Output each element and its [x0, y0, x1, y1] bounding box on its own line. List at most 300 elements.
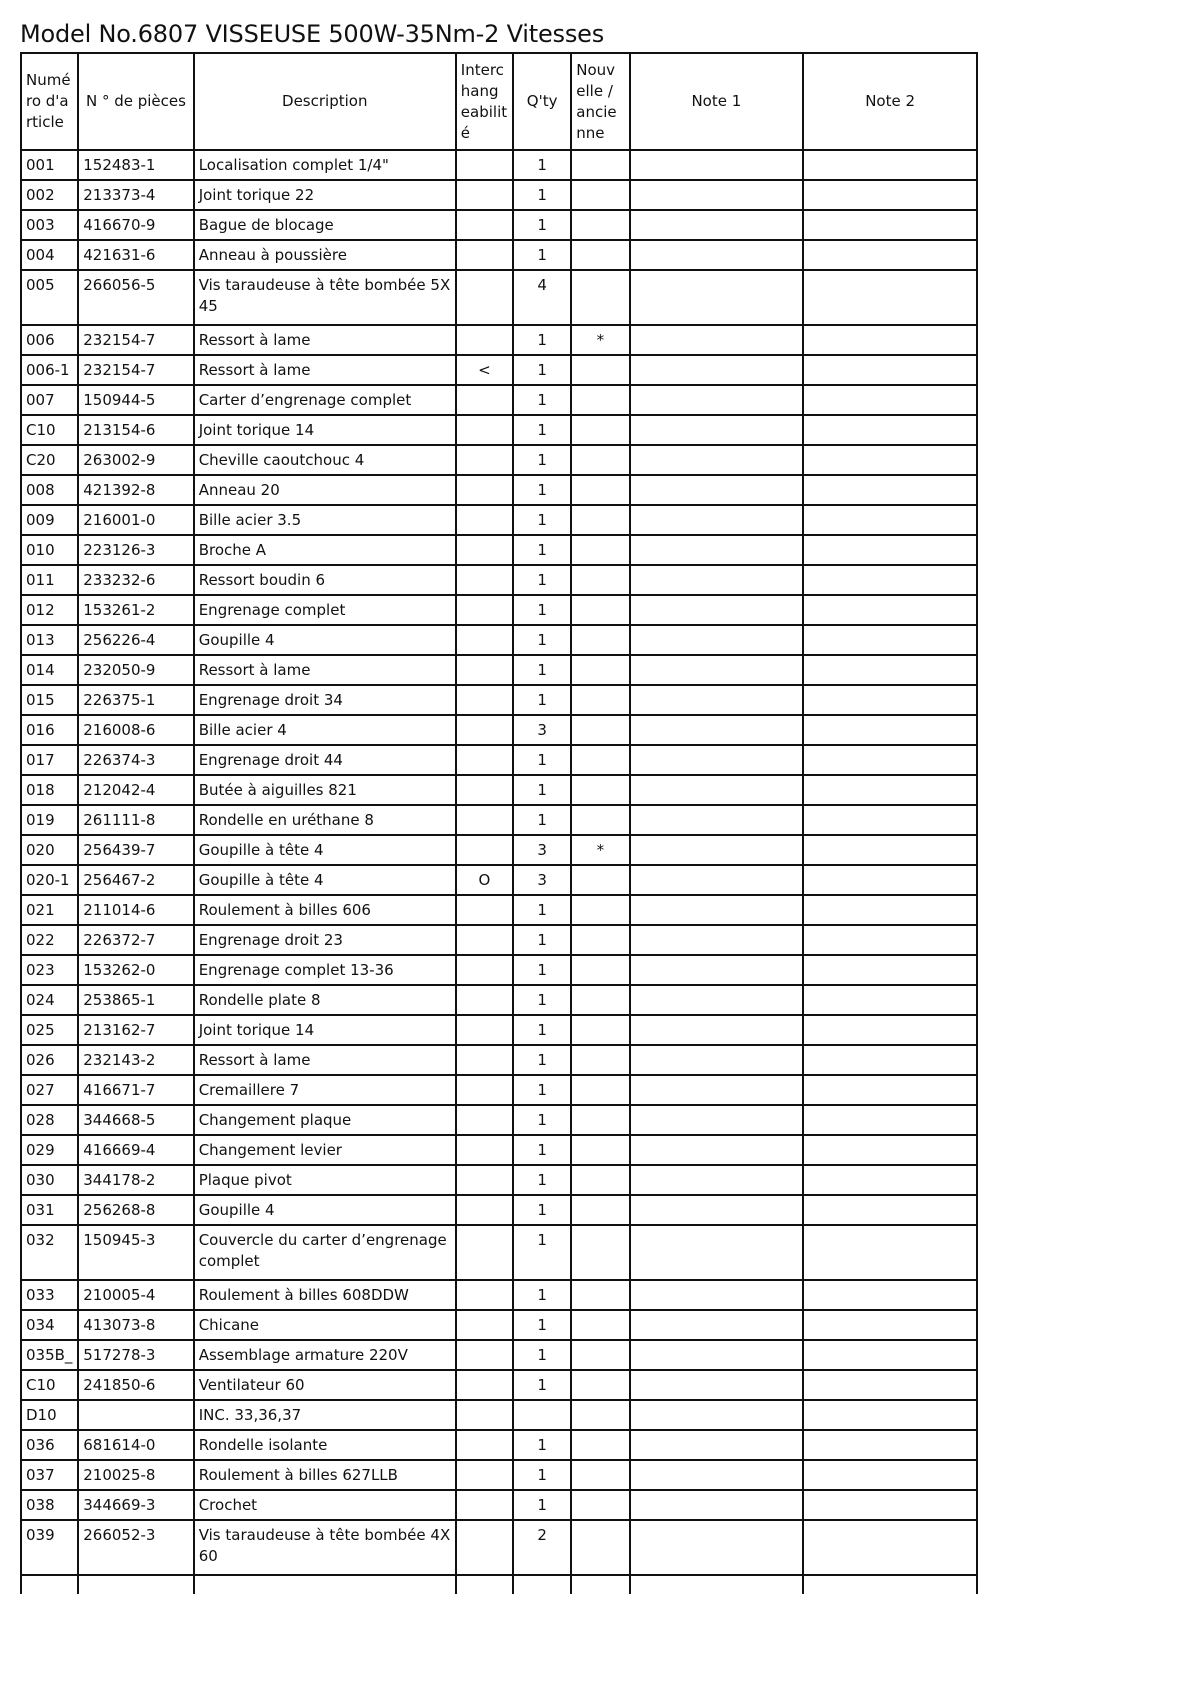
cell-item-number: 006 [21, 325, 78, 355]
cell-item-number: 012 [21, 595, 78, 625]
cell-note-1 [630, 325, 804, 355]
cell-qty: 1 [513, 1430, 571, 1460]
cell-interchangeability [456, 1310, 513, 1340]
cell-new-old [571, 475, 629, 505]
cell-part-number: 421631-6 [78, 240, 193, 270]
cell-description: Cremaillere 7 [194, 1075, 456, 1105]
cell-description: Butée à aiguilles 821 [194, 775, 456, 805]
cell-note-2 [803, 1135, 977, 1165]
cell-interchangeability [456, 565, 513, 595]
cell-description: Carter d’engrenage complet [194, 385, 456, 415]
cell-note-1 [630, 1460, 804, 1490]
cell-note-1 [630, 955, 804, 985]
cell-description [194, 1575, 456, 1594]
cell-part-number: 416671-7 [78, 1075, 193, 1105]
header-note-1: Note 1 [630, 53, 804, 150]
cell-item-number: 038 [21, 1490, 78, 1520]
cell-new-old [571, 1460, 629, 1490]
table-row [21, 355, 977, 385]
header-interchangeability: Interc hang eabilit é [456, 53, 513, 150]
cell-note-2 [803, 1310, 977, 1340]
table-row [21, 925, 977, 955]
cell-new-old [571, 355, 629, 385]
cell-description: Engrenage complet [194, 595, 456, 625]
cell-qty: 1 [513, 385, 571, 415]
cell-new-old [571, 150, 629, 180]
cell-new-old [571, 1310, 629, 1340]
cell-description: Bille acier 4 [194, 715, 456, 745]
cell-new-old [571, 1045, 629, 1075]
cell-part-number: 153261-2 [78, 595, 193, 625]
cell-new-old [571, 385, 629, 415]
cell-note-2 [803, 775, 977, 805]
cell-item-number: D10 [21, 1400, 78, 1430]
cell-note-2 [803, 985, 977, 1015]
cell-description: Engrenage complet 13-36 [194, 955, 456, 985]
cell-note-1 [630, 1195, 804, 1225]
cell-new-old [571, 775, 629, 805]
cell-note-2 [803, 1225, 977, 1280]
cell-item-number: C10 [21, 1370, 78, 1400]
cell-part-number: 263002-9 [78, 445, 193, 475]
cell-item-number: 024 [21, 985, 78, 1015]
cell-description: Roulement à billes 606 [194, 895, 456, 925]
cell-description: Engrenage droit 44 [194, 745, 456, 775]
cell-item-number: 023 [21, 955, 78, 985]
cell-interchangeability [456, 685, 513, 715]
cell-note-1 [630, 1490, 804, 1520]
cell-item-number: 034 [21, 1310, 78, 1340]
cell-note-2 [803, 1075, 977, 1105]
cell-interchangeability [456, 1490, 513, 1520]
cell-new-old [571, 805, 629, 835]
cell-note-2 [803, 1400, 977, 1430]
cell-qty: 1 [513, 745, 571, 775]
cell-note-2 [803, 685, 977, 715]
cell-new-old [571, 865, 629, 895]
cell-part-number: 211014-6 [78, 895, 193, 925]
table-row [21, 1520, 977, 1575]
cell-interchangeability [456, 1045, 513, 1075]
header-item-number: Numé ro d'a rticle [21, 53, 78, 150]
cell-description: Cheville caoutchouc 4 [194, 445, 456, 475]
table-row [21, 505, 977, 535]
table-row [21, 475, 977, 505]
cell-new-old [571, 895, 629, 925]
cell-qty: 1 [513, 1045, 571, 1075]
cell-qty: 1 [513, 505, 571, 535]
cell-note-1 [630, 865, 804, 895]
cell-note-1 [630, 1370, 804, 1400]
table-row [21, 325, 977, 355]
cell-part-number: 153262-0 [78, 955, 193, 985]
cell-qty: 1 [513, 150, 571, 180]
cell-qty: 1 [513, 180, 571, 210]
cell-note-2 [803, 210, 977, 240]
cell-item-number: 014 [21, 655, 78, 685]
cell-qty: 1 [513, 1340, 571, 1370]
cell-interchangeability [456, 715, 513, 745]
cell-note-1 [630, 895, 804, 925]
cell-part-number: 344668-5 [78, 1105, 193, 1135]
cell-description: Couvercle du carter d’engrenage complet [194, 1225, 456, 1280]
cell-note-1 [630, 355, 804, 385]
cell-item-number: C20 [21, 445, 78, 475]
cell-item-number: 003 [21, 210, 78, 240]
cell-part-number: 232154-7 [78, 325, 193, 355]
cell-description: Anneau 20 [194, 475, 456, 505]
header-description: Description [194, 53, 456, 150]
cell-item-number: 033 [21, 1280, 78, 1310]
cell-note-2 [803, 1280, 977, 1310]
cell-qty: 1 [513, 1225, 571, 1280]
cell-note-1 [630, 985, 804, 1015]
cell-item-number: 005 [21, 270, 78, 325]
cell-new-old [571, 180, 629, 210]
cell-interchangeability [456, 445, 513, 475]
cell-new-old: * [571, 325, 629, 355]
cell-item-number: 019 [21, 805, 78, 835]
table-row [21, 775, 977, 805]
cell-interchangeability [456, 595, 513, 625]
table-row [21, 180, 977, 210]
page-title: Model No.6807 VISSEUSE 500W-35Nm-2 Vitesses [20, 20, 605, 48]
table-row [21, 1400, 977, 1430]
cell-note-2 [803, 1195, 977, 1225]
cell-item-number: 027 [21, 1075, 78, 1105]
cell-description: Ressort boudin 6 [194, 565, 456, 595]
table-row [21, 595, 977, 625]
table-row [21, 1165, 977, 1195]
cell-interchangeability [456, 475, 513, 505]
cell-note-2 [803, 150, 977, 180]
cell-interchangeability [456, 895, 513, 925]
cell-note-1 [630, 1135, 804, 1165]
cell-interchangeability [456, 1165, 513, 1195]
cell-qty: 1 [513, 415, 571, 445]
cell-item-number [21, 1575, 78, 1594]
cell-description: Anneau à poussière [194, 240, 456, 270]
cell-description: Joint torique 14 [194, 1015, 456, 1045]
cell-note-2 [803, 180, 977, 210]
header-qty: Q'ty [513, 53, 571, 150]
cell-qty: 1 [513, 1135, 571, 1165]
cell-note-1 [630, 1575, 804, 1594]
cell-part-number: 216001-0 [78, 505, 193, 535]
cell-new-old [571, 685, 629, 715]
cell-item-number: 020 [21, 835, 78, 865]
cell-item-number: 015 [21, 685, 78, 715]
cell-item-number: 007 [21, 385, 78, 415]
cell-new-old [571, 625, 629, 655]
cell-interchangeability [456, 1575, 513, 1594]
cell-part-number: 233232-6 [78, 565, 193, 595]
cell-new-old [571, 1195, 629, 1225]
cell-note-2 [803, 715, 977, 745]
cell-item-number: 002 [21, 180, 78, 210]
cell-interchangeability: O [456, 865, 513, 895]
cell-part-number: 232154-7 [78, 355, 193, 385]
cell-item-number: 029 [21, 1135, 78, 1165]
cell-description: Ressort à lame [194, 325, 456, 355]
cell-note-1 [630, 150, 804, 180]
cell-part-number: 421392-8 [78, 475, 193, 505]
table-row [21, 1075, 977, 1105]
cell-description: Rondelle en uréthane 8 [194, 805, 456, 835]
cell-note-1 [630, 270, 804, 325]
cell-new-old [571, 1520, 629, 1575]
cell-qty: 1 [513, 1310, 571, 1340]
cell-note-2 [803, 270, 977, 325]
cell-note-2 [803, 445, 977, 475]
cell-interchangeability [456, 625, 513, 655]
cell-note-2 [803, 1520, 977, 1575]
cell-note-1 [630, 1045, 804, 1075]
cell-note-2 [803, 475, 977, 505]
cell-note-2 [803, 955, 977, 985]
cell-description: Assemblage armature 220V [194, 1340, 456, 1370]
cell-new-old [571, 1490, 629, 1520]
cell-note-1 [630, 1310, 804, 1340]
cell-qty: 1 [513, 1460, 571, 1490]
cell-note-1 [630, 505, 804, 535]
cell-interchangeability [456, 655, 513, 685]
cell-item-number: 001 [21, 150, 78, 180]
cell-note-1 [630, 1225, 804, 1280]
cell-note-2 [803, 565, 977, 595]
cell-new-old [571, 1340, 629, 1370]
table-row [21, 655, 977, 685]
cell-note-1 [630, 1105, 804, 1135]
cell-description: Rondelle isolante [194, 1430, 456, 1460]
cell-note-2 [803, 1105, 977, 1135]
table-body [21, 150, 977, 1594]
cell-description: Bague de blocage [194, 210, 456, 240]
cell-description: INC. 33,36,37 [194, 1400, 456, 1430]
cell-interchangeability: < [456, 355, 513, 385]
cell-part-number: 253865-1 [78, 985, 193, 1015]
cell-note-2 [803, 240, 977, 270]
cell-part-number: 517278-3 [78, 1340, 193, 1370]
cell-note-1 [630, 1015, 804, 1045]
cell-item-number: 016 [21, 715, 78, 745]
table-row [21, 210, 977, 240]
cell-part-number: 232050-9 [78, 655, 193, 685]
table-row [21, 1430, 977, 1460]
cell-description: Goupille à tête 4 [194, 865, 456, 895]
cell-qty: 1 [513, 775, 571, 805]
cell-description: Changement plaque [194, 1105, 456, 1135]
cell-description: Engrenage droit 23 [194, 925, 456, 955]
cell-note-2 [803, 1165, 977, 1195]
cell-interchangeability [456, 1520, 513, 1575]
table-header-row [21, 53, 977, 150]
cell-note-1 [630, 210, 804, 240]
cell-interchangeability [456, 385, 513, 415]
cell-qty: 3 [513, 715, 571, 745]
cell-interchangeability [456, 1135, 513, 1165]
cell-note-2 [803, 625, 977, 655]
cell-note-2 [803, 355, 977, 385]
cell-qty: 1 [513, 1370, 571, 1400]
table-row [21, 535, 977, 565]
table-row [21, 1280, 977, 1310]
cell-item-number: 037 [21, 1460, 78, 1490]
table-row [21, 150, 977, 180]
cell-description: Rondelle plate 8 [194, 985, 456, 1015]
cell-qty: 4 [513, 270, 571, 325]
cell-item-number: 010 [21, 535, 78, 565]
cell-qty: 1 [513, 655, 571, 685]
cell-description: Ventilateur 60 [194, 1370, 456, 1400]
cell-interchangeability [456, 415, 513, 445]
cell-item-number: 011 [21, 565, 78, 595]
table-row [21, 1370, 977, 1400]
table-row [21, 1575, 977, 1594]
cell-description: Goupille 4 [194, 625, 456, 655]
cell-part-number: 344178-2 [78, 1165, 193, 1195]
cell-qty: 1 [513, 1015, 571, 1045]
cell-description: Vis taraudeuse à tête bombée 5X 45 [194, 270, 456, 325]
cell-note-2 [803, 805, 977, 835]
cell-part-number: 266056-5 [78, 270, 193, 325]
header-part-number: N ° de pièces [78, 53, 193, 150]
table-row [21, 1225, 977, 1280]
cell-note-1 [630, 180, 804, 210]
cell-qty: 1 [513, 210, 571, 240]
cell-new-old [571, 1165, 629, 1195]
table-row [21, 270, 977, 325]
cell-interchangeability [456, 505, 513, 535]
cell-qty: 1 [513, 355, 571, 385]
cell-new-old [571, 595, 629, 625]
cell-new-old [571, 955, 629, 985]
cell-new-old [571, 745, 629, 775]
cell-part-number: 256226-4 [78, 625, 193, 655]
cell-qty: 1 [513, 445, 571, 475]
cell-interchangeability [456, 745, 513, 775]
cell-part-number: 256439-7 [78, 835, 193, 865]
cell-note-1 [630, 535, 804, 565]
table-row [21, 835, 977, 865]
cell-part-number: 226372-7 [78, 925, 193, 955]
cell-note-1 [630, 445, 804, 475]
cell-note-1 [630, 1430, 804, 1460]
cell-item-number: 017 [21, 745, 78, 775]
cell-item-number: 025 [21, 1015, 78, 1045]
cell-qty: 1 [513, 925, 571, 955]
cell-new-old [571, 1400, 629, 1430]
cell-description: Roulement à billes 608DDW [194, 1280, 456, 1310]
cell-new-old [571, 1105, 629, 1135]
cell-interchangeability [456, 240, 513, 270]
cell-part-number: 213162-7 [78, 1015, 193, 1045]
cell-note-1 [630, 1075, 804, 1105]
cell-note-2 [803, 1575, 977, 1594]
cell-description: Goupille à tête 4 [194, 835, 456, 865]
cell-qty: 3 [513, 865, 571, 895]
cell-part-number: 226375-1 [78, 685, 193, 715]
cell-interchangeability [456, 1280, 513, 1310]
cell-interchangeability [456, 1105, 513, 1135]
cell-note-2 [803, 415, 977, 445]
table-row [21, 865, 977, 895]
header-new-old: Nouv elle / ancie nne [571, 53, 629, 150]
cell-part-number: 681614-0 [78, 1430, 193, 1460]
cell-description: Chicane [194, 1310, 456, 1340]
cell-part-number: 223126-3 [78, 535, 193, 565]
cell-qty: 1 [513, 1165, 571, 1195]
cell-note-2 [803, 1045, 977, 1075]
cell-note-1 [630, 240, 804, 270]
cell-note-2 [803, 865, 977, 895]
cell-qty: 1 [513, 985, 571, 1015]
cell-new-old [571, 240, 629, 270]
table-row [21, 445, 977, 475]
cell-qty: 1 [513, 535, 571, 565]
cell-description: Localisation complet 1/4" [194, 150, 456, 180]
cell-description: Engrenage droit 34 [194, 685, 456, 715]
cell-qty: 1 [513, 625, 571, 655]
table-row [21, 1490, 977, 1520]
cell-interchangeability [456, 1075, 513, 1105]
cell-new-old [571, 565, 629, 595]
cell-note-2 [803, 1370, 977, 1400]
cell-note-1 [630, 655, 804, 685]
table-row [21, 1015, 977, 1045]
cell-interchangeability [456, 180, 513, 210]
cell-qty: 1 [513, 1195, 571, 1225]
table-row [21, 565, 977, 595]
table-row [21, 895, 977, 925]
table-row [21, 415, 977, 445]
cell-item-number: 018 [21, 775, 78, 805]
cell-note-2 [803, 895, 977, 925]
header-note-2: Note 2 [803, 53, 977, 150]
cell-description: Joint torique 14 [194, 415, 456, 445]
cell-qty: 1 [513, 1105, 571, 1135]
cell-description: Goupille 4 [194, 1195, 456, 1225]
cell-description: Vis taraudeuse à tête bombée 4X 60 [194, 1520, 456, 1575]
cell-description: Ressort à lame [194, 1045, 456, 1075]
cell-qty: 1 [513, 595, 571, 625]
table-row [21, 685, 977, 715]
cell-qty: 1 [513, 685, 571, 715]
cell-note-1 [630, 1400, 804, 1430]
cell-interchangeability [456, 1225, 513, 1280]
cell-interchangeability [456, 1370, 513, 1400]
cell-note-1 [630, 715, 804, 745]
cell-interchangeability [456, 535, 513, 565]
cell-qty: 1 [513, 805, 571, 835]
cell-part-number: 256268-8 [78, 1195, 193, 1225]
cell-note-2 [803, 1015, 977, 1045]
cell-note-1 [630, 625, 804, 655]
cell-description: Bille acier 3.5 [194, 505, 456, 535]
cell-description: Crochet [194, 1490, 456, 1520]
cell-interchangeability [456, 925, 513, 955]
cell-item-number: 022 [21, 925, 78, 955]
table-row [21, 385, 977, 415]
table-row [21, 1045, 977, 1075]
cell-part-number: 216008-6 [78, 715, 193, 745]
cell-part-number: 256467-2 [78, 865, 193, 895]
cell-interchangeability [456, 1460, 513, 1490]
cell-new-old [571, 985, 629, 1015]
cell-new-old [571, 1135, 629, 1165]
cell-new-old [571, 1370, 629, 1400]
cell-description: Roulement à billes 627LLB [194, 1460, 456, 1490]
